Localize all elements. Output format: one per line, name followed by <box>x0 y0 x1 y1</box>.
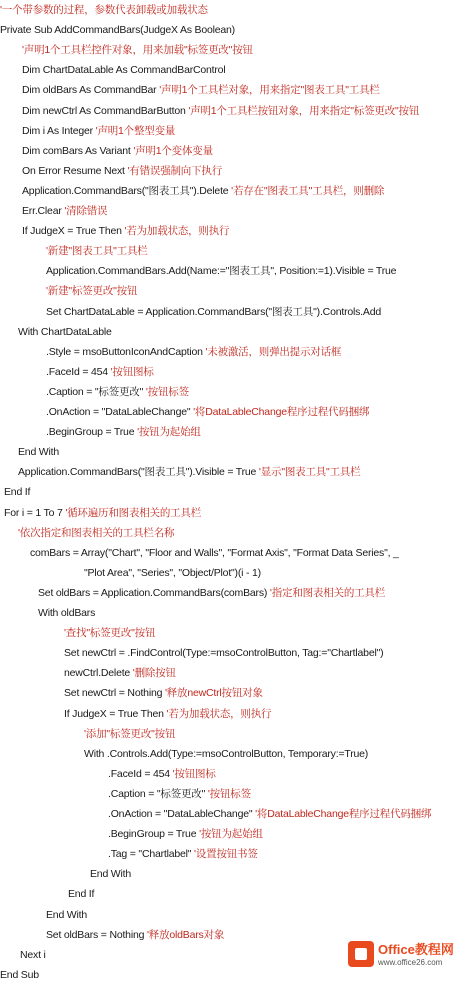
code-comment: '一个带参数的过程，参数代表卸载或加载状态 <box>0 4 208 16</box>
code-line <box>64 683 263 703</box>
code-line <box>18 322 112 342</box>
code-line <box>22 141 213 161</box>
code-line <box>46 362 154 382</box>
code-comment: '未被激活，则弹出提示对话框 <box>205 345 342 358</box>
code-comment: '按钮标签 <box>207 787 251 800</box>
code-line <box>46 905 87 925</box>
code-text: .OnAction = "DataLableChange" <box>108 808 256 820</box>
code-text: If JudgeX = True Then <box>64 707 167 720</box>
code-comment: '将DataLableChange程序过程代码捆绑 <box>193 406 370 418</box>
code-text: Set oldBars = Nothing <box>46 928 147 941</box>
code-comment: '若为加载状态，则执行 <box>124 225 230 238</box>
code-comment: '按钮为起始组 <box>137 426 201 439</box>
code-comment: '释放oldBars对象 <box>146 928 225 941</box>
code-comment: '新建"标签更改"按钮 <box>46 285 138 298</box>
code-line <box>22 80 380 100</box>
code-text: .FaceId = 454 <box>46 365 111 378</box>
code-line <box>22 161 222 181</box>
code-line <box>22 201 107 221</box>
code-comment: '声明1个变体变量 <box>133 144 213 157</box>
code-text: Application.CommandBars.Add(Name:="图表工具", Position:=1).Visible = True <box>46 265 397 278</box>
code-text: On Error Resume Next <box>22 164 128 177</box>
code-comment: '删除按钮 <box>132 667 176 680</box>
code-line <box>46 241 148 261</box>
code-comment: '声明1个工具栏按钮对象，用来指定"标签更改"按钮 <box>188 104 420 117</box>
code-line <box>108 784 251 804</box>
code-line <box>108 764 216 784</box>
code-line <box>18 442 59 462</box>
code-line <box>46 261 396 281</box>
code-comment: '若存在"图表工具"工具栏，则删除 <box>231 184 385 197</box>
code-comment: '依次指定和图表相关的工具栏名称 <box>18 526 175 539</box>
code-text: .OnAction = "DataLableChange" <box>46 406 194 418</box>
code-text: Dim i As Integer <box>22 124 96 137</box>
code-line <box>18 523 174 543</box>
code-text: Dim comBars As Variant <box>22 144 134 157</box>
code-line <box>108 804 431 824</box>
watermark-logo <box>348 939 456 973</box>
code-comment: '释放newCtrl按钮对象 <box>164 687 263 700</box>
code-line <box>64 704 271 724</box>
code-text: End Sub <box>0 968 39 981</box>
code-comment: '显示"图表工具"工具栏 <box>258 466 361 479</box>
code-line <box>22 60 225 80</box>
code-line <box>90 864 131 884</box>
code-text: Application.CommandBars("图表工具").Visible = True <box>18 466 259 479</box>
code-comment: '按钮图标 <box>172 767 216 780</box>
code-comment: '按钮图标 <box>110 365 154 378</box>
code-line <box>22 121 175 141</box>
code-comment: '查找"标签更改"按钮 <box>64 627 156 640</box>
code-line <box>22 221 229 241</box>
code-text: "Plot Area", "Series", "Object/Plot")(i - 1) <box>84 566 261 579</box>
code-line <box>0 20 235 40</box>
code-text: Err.Clear <box>22 205 65 217</box>
code-text: .Style = msoButtonIconAndCaption <box>46 345 206 358</box>
code-text: With ChartDataLable <box>18 325 112 338</box>
code-text: End With <box>46 908 87 921</box>
code-text: Dim newCtrl As CommandBarButton <box>22 104 189 117</box>
code-text: Set newCtrl = Nothing <box>64 687 165 700</box>
code-comment: '按钮为起始组 <box>199 828 263 841</box>
code-line <box>46 402 369 422</box>
code-line <box>30 543 399 563</box>
code-line <box>46 925 224 945</box>
code-line <box>108 824 263 844</box>
code-line <box>38 583 385 603</box>
code-line <box>18 462 360 482</box>
code-text: If JudgeX = True Then <box>22 225 125 238</box>
code-comment: '循环遍历和图表相关的工具栏 <box>65 506 202 519</box>
code-text: comBars = Array("Chart", "Floor and Walls", "Format Axis", "Format Data Series", _ <box>30 546 399 559</box>
code-comment: '按钮标签 <box>145 385 189 398</box>
code-text: Set newCtrl = .FindControl(Type:=msoControlButton, Tag:="Chartlabel") <box>64 647 384 660</box>
code-comment: '将DataLableChange程序过程代码捆绑 <box>255 808 432 820</box>
code-line <box>46 382 189 402</box>
code-text: End If <box>4 486 31 499</box>
logo-title: Office教程网 <box>378 942 454 957</box>
code-line <box>22 181 384 201</box>
code-text: Set ChartDataLable = Application.CommandBars("图表工具").Controls.Add <box>46 305 381 318</box>
code-comment: '指定和图表相关的工具栏 <box>269 586 386 599</box>
code-text: Dim ChartDataLable As CommandBarControl <box>22 64 226 77</box>
code-text: For i = 1 To 7 <box>4 506 66 519</box>
code-comment: '声明1个工具栏对象，用来指定"图表工具"工具栏 <box>159 84 380 97</box>
code-comment: '若为加载状态，则执行 <box>166 707 272 720</box>
code-line <box>20 945 46 965</box>
code-comment: '清除错误 <box>64 205 108 217</box>
code-text: newCtrl.Delete <box>64 667 133 680</box>
code-line <box>64 663 176 683</box>
code-text: Set oldBars = Application.CommandBars(comBars) <box>38 586 270 599</box>
code-text: Application.CommandBars("图表工具").Delete <box>22 184 232 197</box>
code-text: With .Controls.Add(Type:=msoControlButton, Temporary:=True) <box>84 747 369 760</box>
code-comment: '设置按钮书签 <box>194 848 258 861</box>
code-line <box>64 623 155 643</box>
code-line <box>46 342 341 362</box>
code-text: Private Sub AddCommandBars(JudgeX As Boolean) <box>0 24 235 37</box>
code-text: Dim oldBars As CommandBar <box>22 84 160 97</box>
code-text: End With <box>18 446 59 459</box>
code-line <box>46 302 381 322</box>
code-line <box>46 422 201 442</box>
code-line <box>4 503 201 523</box>
code-line <box>84 744 368 764</box>
code-line <box>46 281 137 301</box>
code-line <box>22 40 253 60</box>
office-logo-icon <box>348 941 374 967</box>
code-text: .Caption = "标签更改" <box>46 385 146 398</box>
code-text: Next i <box>20 948 46 961</box>
code-line <box>68 884 94 904</box>
code-text: End With <box>90 868 131 881</box>
code-text: .Caption = "标签更改" <box>108 787 208 800</box>
code-comment: '新建"图表工具"工具栏 <box>46 245 148 258</box>
code-comment: '声明1个整型变量 <box>95 124 176 137</box>
code-text: .FaceId = 454 <box>108 767 173 780</box>
code-text: .BeginGroup = True <box>46 426 138 439</box>
code-line <box>38 603 95 623</box>
code-line <box>64 643 383 663</box>
code-line <box>84 724 175 744</box>
code-line <box>108 844 258 864</box>
code-text: .BeginGroup = True <box>108 828 200 841</box>
code-text: With oldBars <box>38 607 96 619</box>
code-comment: '添加"标签更改"按钮 <box>84 727 176 740</box>
code-line <box>22 101 419 121</box>
code-line <box>84 563 261 583</box>
logo-url: www.office26.com <box>378 958 443 967</box>
code-text: .Tag = "Chartlabel" <box>108 848 195 861</box>
code-line <box>0 0 208 20</box>
code-comment: '有错误强制向下执行 <box>127 164 223 177</box>
code-text: End If <box>68 888 95 901</box>
code-line <box>4 482 30 502</box>
code-comment: '声明1个工具栏控件对象，用来加载"标签更改"按钮 <box>22 44 253 57</box>
